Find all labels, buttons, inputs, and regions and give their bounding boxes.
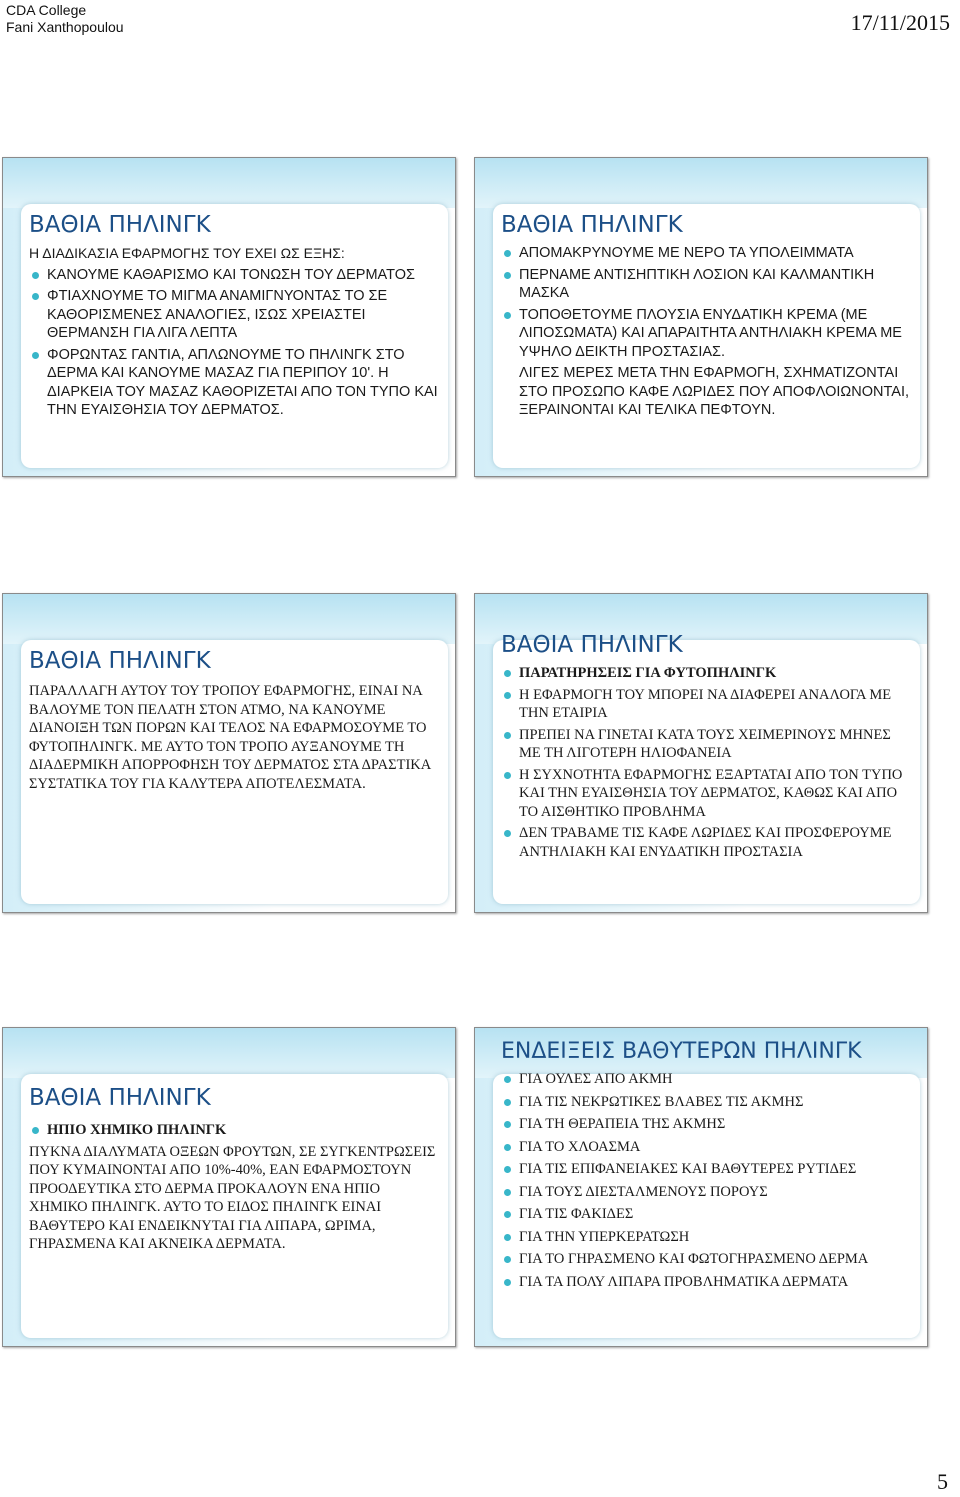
bullet-list: [501, 244, 913, 420]
slide-title: ΒΑΘΙΑ ΠΗΛΙΝΓΚ: [501, 212, 683, 238]
list-item: ΓΙΑ ΤΙΣ ΕΠΙΦΑΝΕΙΑΚΕΣ ΚΑΙ ΒΑΘΥΤΕΡΕΣ ΡΥΤΙΔΕΣ: [501, 1160, 913, 1179]
list-item: Η ΕΦΑΡΜΟΓΗ ΤΟΥ ΜΠΟΡΕΙ ΝΑ ΔΙΑΦΕΡΕΙ ΑΝΑΛΟΓΑ ΜΕ ΤΗΝ ΕΤΑΙΡΙΑ: [501, 686, 913, 723]
slide-title: ΒΑΘΙΑ ΠΗΛΙΝΓΚ: [501, 632, 683, 658]
list-item: ΦΟΡΩΝΤΑΣ ΓΑΝΤΙΑ, ΑΠΛΩΝΟΥΜΕ ΤΟ ΠΗΛΙΝΓΚ ΣΤΟ ΔΕΡΜΑ ΚΑΙ ΚΑΝΟΥΜΕ ΜΑΣΑΖ ΓΙΑ ΠΕΡΙΠΟΥ 10'. Η ΔΙΑΡΚΕΙΑ ΤΟΥ ΜΑΣΑΖ ΚΑΘΟΡΙΖΕΤΑΙ ΑΠΟ ΤΟΝ ΤΥΠΟ ΚΑΙ ΤΗΝ ΕΥΑΙΣΘΗΣΙΑ ΤΟΥ ΔΕΡΜΑΤΟΣ.: [29, 346, 441, 420]
slide-paragraph: ΠΥΚΝΑ ΔΙΑΛΥΜΑΤΑ ΟΞΕΩΝ ΦΡΟΥΤΩΝ, ΣΕ ΣΥΓΚΕΝΤΡΩΣΕΙΣ ΠΟΥ ΚΥΜΑΙΝΟΝΤΑΙ ΑΠΟ 10%-40%, ΕΑΝ ΕΦΑΡΜΟΣΤΟΥΝ ΠΡΟΟΔΕΥΤΙΚΑ ΣΤΟ ΔΕΡΜΑ ΠΡΟΚΑΛΟΥΝ ΕΝΑ ΗΠΙΟ ΧΗΜΙΚΟ ΠΗΛΙΝΓΚ. ΑΥΤΟ ΤΟ ΕΙΔΟΣ ΠΗΛΙΝΓΚ ΕΙΝΑΙ ΒΑΘΥΤΕΡΟ ΚΑΙ ΕΝΔΕΙΚΝΥΤΑΙ ΓΙΑ ΛΙΠΑΡΑ, ΩΡΙΜΑ, ΓΗΡΑΣΜΕΝΑ ΚΑΙ ΑΚΝΕΙΚΑ ΔΕΡΜΑΤΑ.: [29, 1143, 436, 1252]
slide-6: [474, 1027, 928, 1347]
slide-title: ΕΝΔΕΙΞΕΙΣ ΒΑΘΥΤΕΡΩΝ ΠΗΛΙΝΓΚ: [501, 1039, 862, 1064]
slide-note: ΛΙΓΕΣ ΜΕΡΕΣ ΜΕΤΑ ΤΗΝ ΕΦΑΡΜΟΓΗ, ΣΧΗΜΑΤΙΖΟΝΤΑΙ ΣΤΟ ΠΡΟΣΩΠΟ ΚΑΦΕ ΛΩΡΙΔΕΣ ΠΟΥ ΑΠΟΦΛΟΙΩΝΟΝΤΑΙ, ΞΕΡΑΙΝΟΝΤΑΙ ΚΑΙ ΤΕΛΙΚΑ ΠΕΦΤΟΥΝ.: [519, 365, 910, 418]
list-item: Η ΣΥΧΝΟΤΗΤΑ ΕΦΑΡΜΟΓΗΣ ΕΞΑΡΤΑΤΑΙ ΑΠΟ ΤΟΝ ΤΥΠΟ ΚΑΙ ΤΗΝ ΕΥΑΙΣΘΗΣΙΑ ΤΟΥ ΔΕΡΜΑΤΟΣ, ΚΑΘΩΣ ΚΑΙ ΑΠΟ ΤΟ ΑΙΣΘΗΤΙΚΟ ΠΡΟΒΛΗΜΑ: [501, 766, 913, 822]
slide-2: [474, 157, 928, 477]
list-heading: ΠΑΡΑΤΗΡΗΣΕΙΣ ΓΙΑ ΦΥΤΟΠΗΛΙΝΓΚ: [501, 664, 913, 683]
page-number: 5: [937, 1469, 948, 1494]
list-item: ΤΟΠΟΘΕΤΟΥΜΕ ΠΛΟΥΣΙΑ ΕΝΥΔΑΤΙΚΗ ΚΡΕΜΑ (ΜΕ ΛΙΠΟΣΩΜΑΤΑ) ΚΑΙ ΑΠΑΡΑΙΤΗΤΑ ΑΝΤΗΛΙΑΚΗ ΚΡΕΜΑ ΜΕ ΥΨΗΛΟ ΔΕΙΚΤΗ ΠΡΟΣΤΑΣΙΑΣ.: [501, 306, 913, 362]
header-date: 17/11/2015: [850, 10, 950, 35]
slide-intro: Η ΔΙΑΔΙΚΑΣΙΑ ΕΦΑΡΜΟΓΗΣ ΤΟΥ ΕΧΕΙ ΩΣ ΕΞΗΣ:: [29, 245, 345, 261]
list-item: ΓΙΑ ΤΟ ΓΗΡΑΣΜΕΝΟ ΚΑΙ ΦΩΤΟΓΗΡΑΣΜΕΝΟ ΔΕΡΜΑ: [501, 1250, 913, 1269]
list-item: ΓΙΑ ΤΗ ΘΕΡΑΠΕΙΑ ΤΗΣ ΑΚΜΗΣ: [501, 1115, 913, 1134]
author-name: Fani Xanthopoulou: [6, 19, 124, 35]
list-item: ΔΕΝ ΤΡΑΒΑΜΕ ΤΙΣ ΚΑΦΕ ΛΩΡΙΔΕΣ ΚΑΙ ΠΡΟΣΦΕΡΟΥΜΕ ΑΝΤΗΛΙΑΚΗ ΚΑΙ ΕΝΥΔΑΤΙΚΗ ΠΡΟΣΤΑΣΙΑ: [501, 824, 913, 861]
list-item: ΑΠΟΜΑΚΡΥΝΟΥΜΕ ΜΕ ΝΕΡΟ ΤΑ ΥΠΟΛΕΙΜΜΑΤΑ: [501, 244, 913, 263]
slide-5: [2, 1027, 456, 1347]
bullet-list: [29, 1121, 441, 1140]
list-item: ΓΙΑ ΤΙΣ ΦΑΚΙΔΕΣ: [501, 1205, 913, 1224]
slide-paragraph: ΠΑΡΑΛΛΑΓΗ ΑΥΤΟΥ ΤΟΥ ΤΡΟΠΟΥ ΕΦΑΡΜΟΓΗΣ, ΕΙΝΑΙ ΝΑ ΒΑΛΟΥΜΕ ΤΟΝ ΠΕΛΑΤΗ ΣΤΟΝ ΑΤΜΟ, ΝΑ ΚΑΝΟΥΜΕ ΔΙΑΝΟΙΞΗ ΤΩΝ ΠΟΡΩΝ ΚΑΙ ΤΕΛΟΣ ΝΑ ΕΦΑΡΜΟΣΟΥΜΕ ΤΟ ΦΥΤΟΠΗΛΙΝΓΚ. ΜΕ ΑΥΤΟ ΤΟΝ ΤΡΟΠΟ ΑΥΞΑΝΟΥΜΕ ΤΗ ΔΙΑΔΕΡΜΙΚΗ ΑΠΟΡΡΟΦΗΣΗ ΤΟΥ ΔΕΡΜΑΤΟΣ ΣΤΑ ΔΡΑΣΤΙΚΑ ΣΥΣΤΑΤΙΚΑ ΤΟΥ ΓΙΑ ΚΑΛΥΤΕΡΑ ΑΠΟΤΕΛΕΣΜΑΤΑ.: [29, 683, 431, 792]
list-item: ΠΡΕΠΕΙ ΝΑ ΓΙΝΕΤΑΙ ΚΑΤΑ ΤΟΥΣ ΧΕΙΜΕΡΙΝΟΥΣ ΜΗΝΕΣ ΜΕ ΤΗ ΛΙΓΟΤΕΡΗ ΗΛΙΟΦΑΝΕΙΑ: [501, 726, 913, 763]
bullet-list: [501, 664, 913, 861]
list-item: ΓΙΑ ΤΙΣ ΝΕΚΡΩΤΙΚΕΣ ΒΛΑΒΕΣ ΤΙΣ ΑΚΜΗΣ: [501, 1093, 913, 1112]
list-item: ΓΙΑ ΤΗΝ ΥΠΕΡΚΕΡΑΤΩΣΗ: [501, 1228, 913, 1247]
slide-1: [2, 157, 456, 477]
list-item: ΦΤΙΑΧΝΟΥΜΕ ΤΟ ΜΙΓΜΑ ΑΝΑΜΙΓΝΥΟΝΤΑΣ ΤΟ ΣΕ ΚΑΘΟΡΙΣΜΕΝΕΣ ΑΝΑΛΟΓΙΕΣ, ΙΣΩΣ ΧΡΕΙΑΣΤΕΙ ΘΕΡΜΑΝΣΗ ΓΙΑ ΛΙΓΑ ΛΕΠΤΑ: [29, 287, 441, 343]
bullet-list: [501, 1070, 913, 1291]
slide-title: ΒΑΘΙΑ ΠΗΛΙΝΓΚ: [29, 1085, 211, 1111]
page-header: [6, 2, 124, 36]
slide-3: [2, 593, 456, 913]
list-heading: ΗΠΙΟ ΧΗΜΙΚΟ ΠΗΛΙΝΓΚ: [29, 1121, 441, 1140]
list-item: ΓΙΑ ΤΟΥΣ ΔΙΕΣΤΑΛΜΕΝΟΥΣ ΠΟΡΟΥΣ: [501, 1183, 913, 1202]
list-item: ΓΙΑ ΤΑ ΠΟΛΥ ΛΙΠΑΡΑ ΠΡΟΒΛΗΜΑΤΙΚΑ ΔΕΡΜΑΤΑ: [501, 1273, 913, 1292]
list-item: ΓΙΑ ΟΥΛΕΣ ΑΠΟ ΑΚΜΗ: [501, 1070, 913, 1089]
slide-4: [474, 593, 928, 913]
college-name: CDA College: [6, 2, 87, 18]
slide-title: ΒΑΘΙΑ ΠΗΛΙΝΓΚ: [29, 648, 211, 674]
list-item: ΚΑΝΟΥΜΕ ΚΑΘΑΡΙΣΜΟ ΚΑΙ ΤΟΝΩΣΗ ΤΟΥ ΔΕΡΜΑΤΟΣ: [29, 266, 441, 285]
list-item: ΠΕΡΝΑΜΕ ΑΝΤΙΣΗΠΤΙΚΗ ΛΟΣΙΟΝ ΚΑΙ ΚΑΛΜΑΝΤΙΚΗ ΜΑΣΚΑ: [501, 266, 913, 303]
slide-title: ΒΑΘΙΑ ΠΗΛΙΝΓΚ: [29, 212, 211, 238]
list-item: ΓΙΑ ΤΟ ΧΛΟΑΣΜΑ: [501, 1138, 913, 1157]
bullet-list: [29, 266, 441, 420]
